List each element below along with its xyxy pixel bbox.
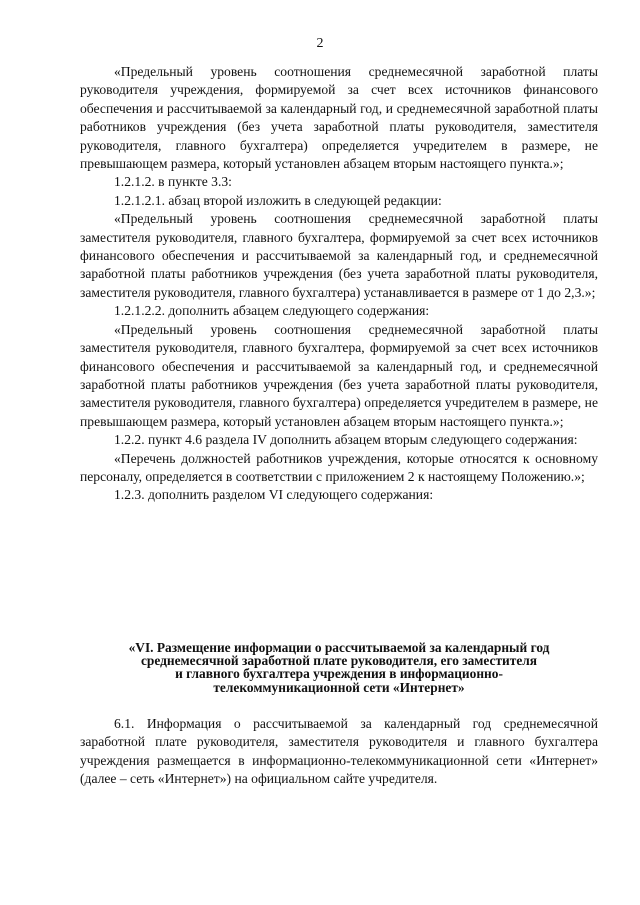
page-number: 2 (316, 36, 324, 51)
paragraph-item-1-2-1-2-1: 1.2.1.2.1. абзац второй изложить в следующей редакции: (114, 192, 442, 208)
section-vi-text (80, 715, 598, 789)
section-vi-heading (80, 641, 598, 694)
amendment-text (80, 63, 598, 505)
paragraph-staff-list: «Перечень должностей работников учреждения, которые относятся к основному персоналу, определяется в соответствии с приложением 2 к настоящему Положению.»; (80, 450, 598, 484)
paragraph-item-1-2-1-2-2: 1.2.1.2.2. дополнить абзацем следующего содержания: (114, 303, 430, 319)
section-heading-line: «VI. Размещение информации о рассчитываемой за календарный год (128, 640, 550, 655)
paragraph-item-1-2-3: 1.2.3. дополнить разделом VI следующего содержания: (114, 487, 434, 503)
paragraph-item-1-2-2: 1.2.2. пункт 4.6 раздела IV дополнить абзацем вторым следующего содержания: (114, 432, 578, 448)
paragraph-head-wage-ratio: «Предельный уровень соотношения среднемесячной заработной платы руководителя учреждения, формируемой за счет всех источников финансового обеспечения и рассчитываемой за календарный год, и среднемесячной заработной платы работников учреждения (без учета заработной платы руководителя, заместителя руководителя, главного бухгалтера) определяется учредителем в размере, не превышающем размера, который установлен абзацем вторым настоящего пункта.»; (80, 64, 598, 172)
section-heading-line: среднемесячной заработной плате руководителя, его заместителя (140, 653, 538, 669)
paragraph-item-1-2-1-2: 1.2.1.2. в пункте 3.3: (114, 174, 232, 190)
paragraph-deputy-wage-ratio: «Предельный уровень соотношения среднемесячной заработной платы заместителя руководителя, главного бухгалтера, формируемой за счет всех источников финансового обеспечения и рассчитываемой за календарный год, и среднемесячной заработной платы работников учреждения (без учета заработной платы руководителя, заместителя руководителя, главного бухгалтера) устанавливается в размере от 1 до 2,3.»; (80, 211, 598, 300)
paragraph-deputy-wage-ratio-founder: «Предельный уровень соотношения среднемесячной заработной платы заместителя руководителя, главного бухгалтера, формируемой за счет всех источников финансового обеспечения и рассчитываемой за календарный год, и среднемесячной заработной платы работников учреждения (без учета заработной платы руководителя, заместителя руководителя, главного бухгалтера) определяется учредителем в размере, не превышающем размера, который установлен абзацем вторым настоящего пункта.»; (80, 321, 598, 429)
paragraph-6-1: 6.1. Информация о рассчитываемой за календарный год среднемесячной заработной плате руководителя, заместителя руководителя и главного бухгалтера учреждения размещается в информационно-телекоммуникационной сети «Интернет» (далее – сеть «Интернет») на официальном сайте учредителя. (80, 716, 598, 787)
section-heading-line: и главного бухгалтера учреждения в информационно- (175, 666, 503, 682)
section-heading-line: телекоммуникационной сети «Интернет» (213, 679, 465, 695)
